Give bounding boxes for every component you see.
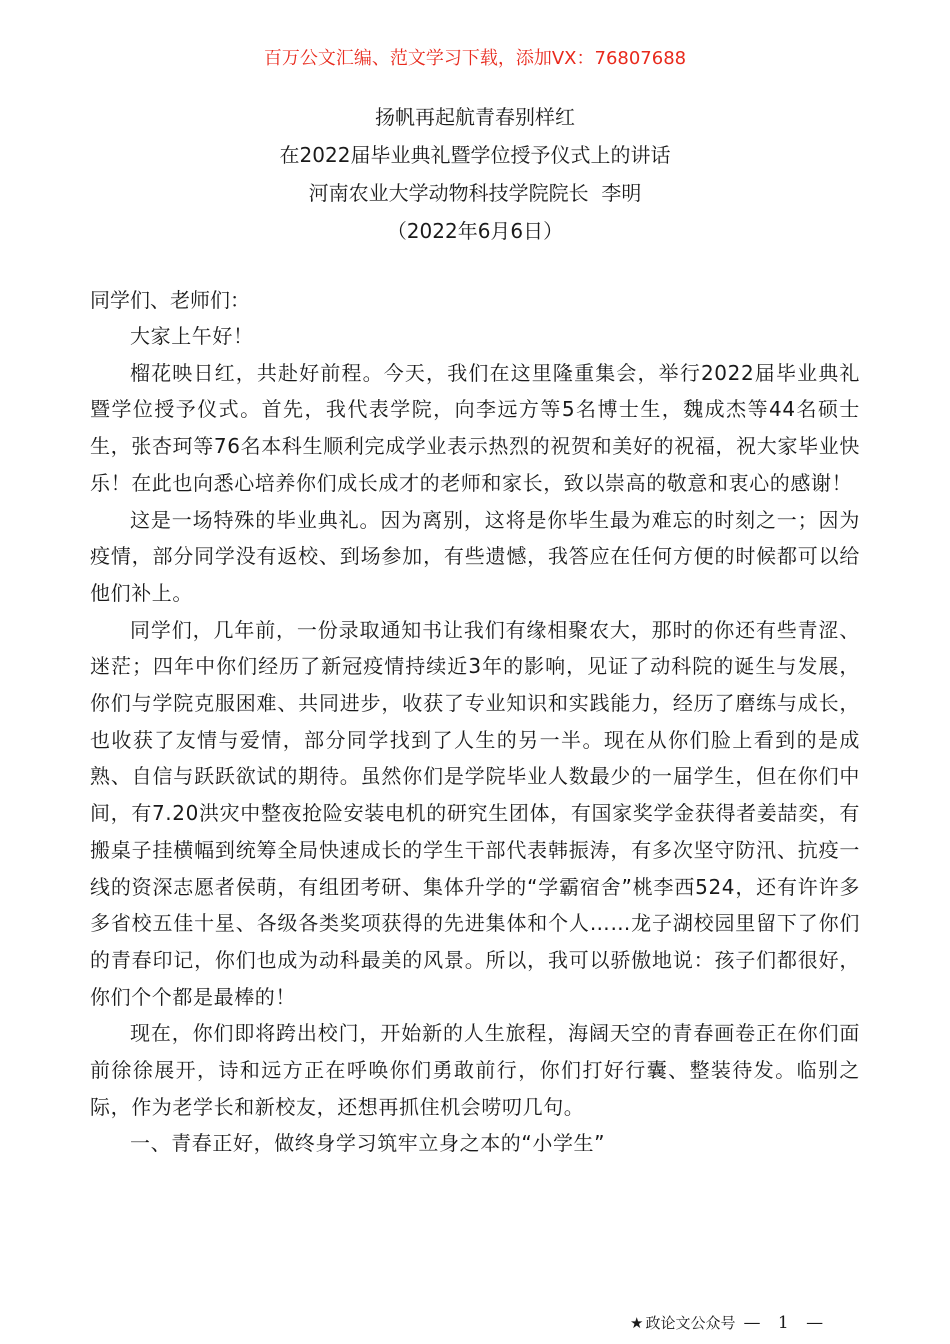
page-number: — 1 — bbox=[743, 1313, 830, 1333]
speaker-line: 河南农业大学动物科技学院院长 李明 bbox=[308, 181, 642, 205]
paragraph: 同学们，几年前，一份录取通知书让我们有缘相聚农大，那时的你还有些青涩、迷茫；四年中你们经历了新冠疫情持续近3年的影响，见证了动科院的诞生与发展，你们与学院克服困难、共同进步，收获了专业知识和实践能力，经历了磨练与成长，也收获了友情与爱情，部分同学找到了人生的另一半。现在从你们脸上看到的是成熟、自信与跃跃欲试的期待。虽然你们是学院毕业人数最少的一届学生，但在你们中间，有7.20洪灾中整夜抢险安装电机的研究生团体，有国家奖学金获得者姜喆奕，有搬桌子挂横幅到统筹全局快速成长的学生干部代表韩振涛，有多次坚守防汛、抗疫一线的资深志愿者侯萌，有组团考研、集体升学的“学霸宿舍”桃李西524，还有许许多多省校五佳十星、各级各类奖项获得的先进集体和个人……龙子湖校园里留下了你们的青春印记，你们也成为动科最美的风景。所以，我可以骄傲地说：孩子们都很好，你们个个都是最棒的！ bbox=[90, 617, 860, 1009]
paragraph: 这是一场特殊的毕业典礼。因为离别，这将是你毕生最为难忘的时刻之一；因为疫情，部分同学没有返校、到场参加，有些遗憾，我答应在任何方便的时候都可以给他们补上。 bbox=[90, 507, 860, 605]
speech-title: 扬帆再起航青春别样红 bbox=[375, 105, 575, 129]
paragraph: 大家上午好！ bbox=[130, 324, 254, 348]
salutation: 同学们、老师们： bbox=[90, 288, 250, 312]
paragraph: 现在，你们即将跨出校门，开始新的人生旅程，海阔天空的青春画卷正在你们面前徐徐展开，诗和远方正在呼唤你们勇敢前行，你们打好行囊、整装待发。临别之际，作为老学长和新校友，还想再抓住机会唠叨几句。 bbox=[90, 1021, 860, 1119]
speech-date: （2022年6月6日） bbox=[386, 219, 564, 243]
footer-source: 政论文公众号 bbox=[645, 1314, 736, 1332]
section-heading: 一、青春正好，做终身学习筑牢立身之本的“小学生” bbox=[130, 1131, 606, 1156]
star-icon: ★ bbox=[630, 1314, 644, 1332]
speech-subtitle: 在2022届毕业典礼暨学位授予仪式上的讲话 bbox=[279, 143, 671, 167]
promo-banner: 百万公文汇编、范文学习下载，添加VX：76807688 bbox=[263, 48, 687, 69]
paragraph: 榴花映日红，共赴好前程。今天，我们在这里隆重集会，举行2022届毕业典礼暨学位授予仪式。首先，我代表学院，向李远方等5名博士生，魏成杰等44名硕士生，张杏珂等76名本科生顺利完成学业表示热烈的祝贺和美好的祝福，祝大家毕业快乐！在此也向悉心培养你们成长成才的老师和家长，致以崇高的敬意和衷心的感谢！ bbox=[90, 360, 860, 495]
speech-body bbox=[90, 282, 860, 1162]
page-footer bbox=[630, 1312, 829, 1334]
title-block bbox=[0, 98, 950, 250]
